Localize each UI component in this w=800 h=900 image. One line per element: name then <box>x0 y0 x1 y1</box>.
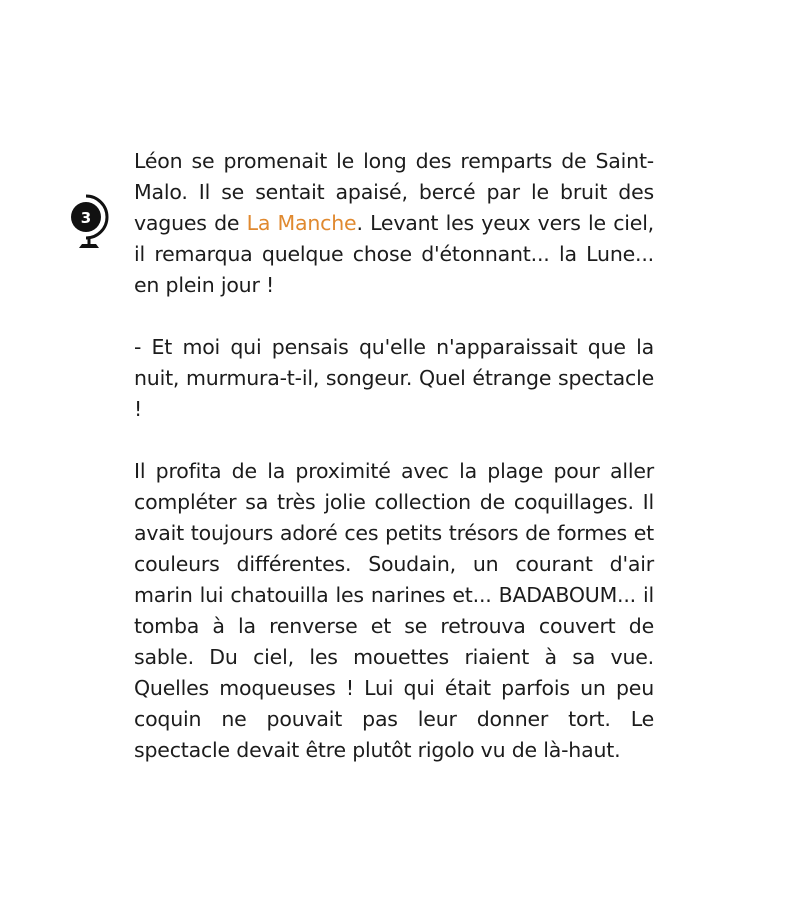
paragraph-1 <box>134 146 654 301</box>
paragraph-2: - Et moi qui pensais qu'elle n'apparaissait que la nuit, murmura-t-il, songeur. Quel étrange spectacle ! <box>134 335 654 421</box>
page-number: 3 <box>80 209 92 227</box>
paragraph-1-start: Léon se promenait le long des remparts de Saint-Malo. Il se sentait apaisé, bercé par le bruit des vagues de <box>134 149 654 235</box>
place-name-highlight: La Manche <box>246 211 357 235</box>
paragraph-1-end: . Levant les yeux vers le ciel, il remarqua quelque chose d'étonnant... la Lune... en plein jour ! <box>134 211 655 297</box>
story-text <box>134 146 654 797</box>
paragraph-3: Il profita de la proximité avec la plage pour aller compléter sa très jolie collection de coquillages. Il avait toujours adoré ces petits trésors de formes et couleurs différentes. Soudain, un courant d'air marin lui chatouilla les narines et... BADABOUM... il tomba à la renverse et se retrouva couvert de sable. Du ciel, les mouettes riaient à sa vue. Quelles moqueuses ! Lui qui était parfois un peu coquin ne pouvait pas leur donner tort. Le spectacle devait être plutôt rigolo vu de là-haut. <box>134 459 654 762</box>
